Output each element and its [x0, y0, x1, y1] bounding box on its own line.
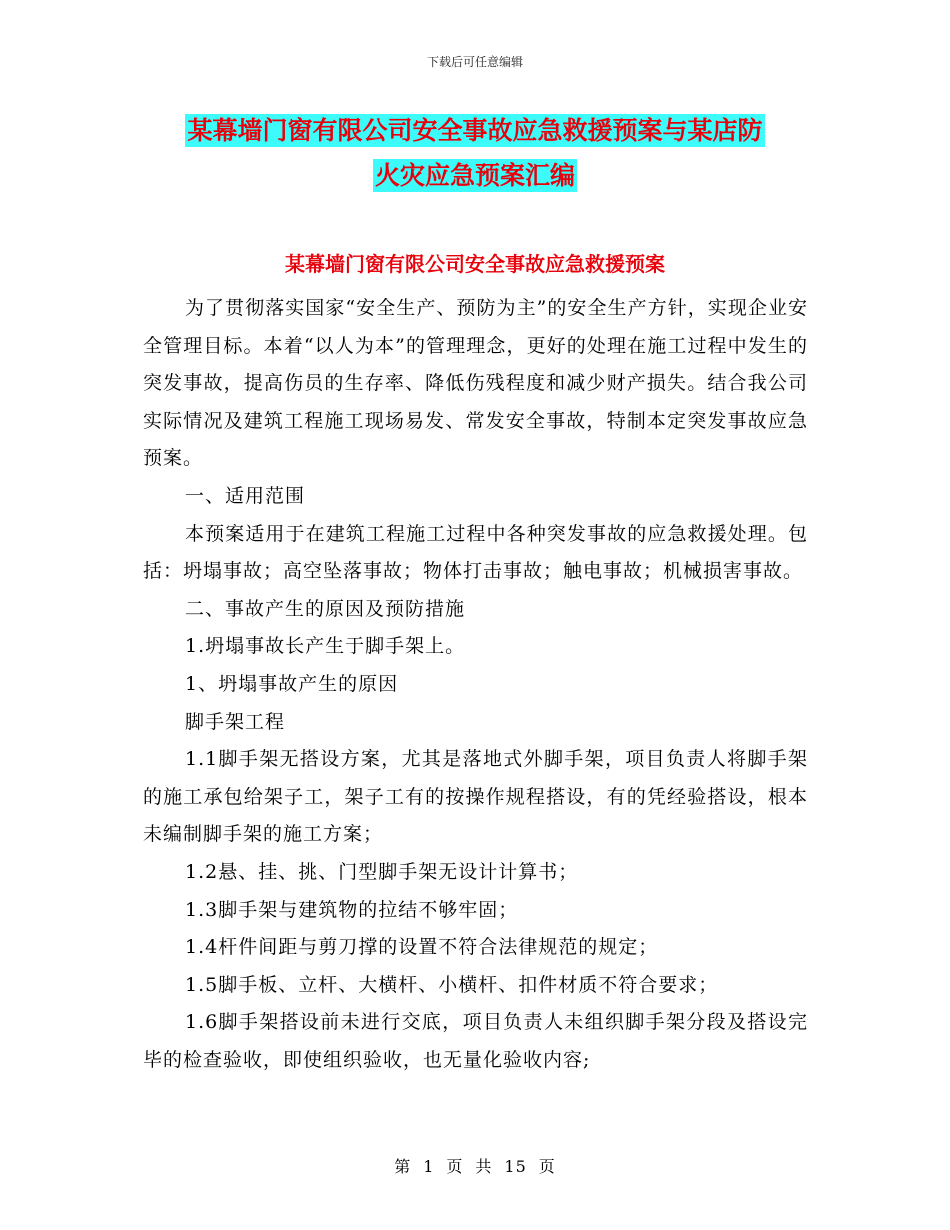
heading-causes: 二、事故产生的原因及预防措施: [185, 597, 466, 620]
footer-current-page: 1: [423, 1157, 435, 1176]
section-title: 某幕墙门窗有限公司安全事故应急救援预案: [285, 252, 665, 276]
footer-total-pages: 15: [504, 1157, 527, 1176]
document-title: [0, 108, 950, 198]
document-body: [143, 290, 808, 1079]
document-title-line1: 某幕墙门窗有限公司安全事故应急救援预案与某店防: [187, 116, 763, 145]
paragraph-intro: 为了贯彻落实国家“安全生产、预防为主”的安全生产方针，实现企业安全管理目标。本着“以人为本”的管理理念，更好的处理在施工过程中发生的突发事故，提高伤员的生存率、降低伤残程度和减少财产损失。结合我公司实际情况及建筑工程施工现场易发、常发安全事故，特制本定突发事故应急预案。: [143, 297, 808, 470]
page-header-note: 下载后可任意编辑: [426, 55, 523, 69]
document-title-line2: 火灾应急预案汇编: [374, 161, 575, 190]
footer-label-page: 第: [394, 1157, 412, 1176]
heading-collapse-causes: 1、坍塌事故产生的原因: [185, 672, 399, 695]
heading-scaffold: 脚手架工程: [185, 710, 286, 733]
item-1-2: 1.2悬、挂、挑、门型脚手架无设计计算书；: [185, 860, 579, 883]
item-1-6: 1.6脚手架搭设前未进行交底，项目负责人未组织脚手架分段及搭设完毕的检查验收，即使组织验收，也无量化验收内容;: [143, 1011, 808, 1071]
paragraph-collapse: 1.坍塌事故长产生于脚手架上。: [185, 635, 466, 658]
item-1-4: 1.4杆件间距与剪刀撑的设置不符合法律规范的规定；: [185, 936, 659, 959]
heading-scope: 一、适用范围: [185, 484, 306, 507]
item-1-1: 1.1脚手架无搭设方案，尤其是落地式外脚手架，项目负责人将脚手架的施工承包给架子工，架子工有的按操作规程搭设，有的凭经验搭设，根本未编制脚手架的施工方案；: [143, 748, 808, 846]
footer-label-total: 共: [475, 1157, 493, 1176]
item-1-3: 1.3脚手架与建筑物的拉结不够牢固；: [185, 898, 519, 921]
footer-label-unit2: 页: [538, 1157, 556, 1176]
item-1-5: 1.5脚手板、立杆、大横杆、小横杆、扣件材质不符合要求；: [185, 973, 719, 996]
paragraph-scope: 本预案适用于在建筑工程施工过程中各种突发事故的应急救援处理。包括：坍塌事故；高空坠落事故；物体打击事故；触电事故；机械损害事故。: [143, 522, 808, 583]
footer-label-unit: 页: [446, 1157, 464, 1176]
page-footer: [0, 1154, 950, 1177]
